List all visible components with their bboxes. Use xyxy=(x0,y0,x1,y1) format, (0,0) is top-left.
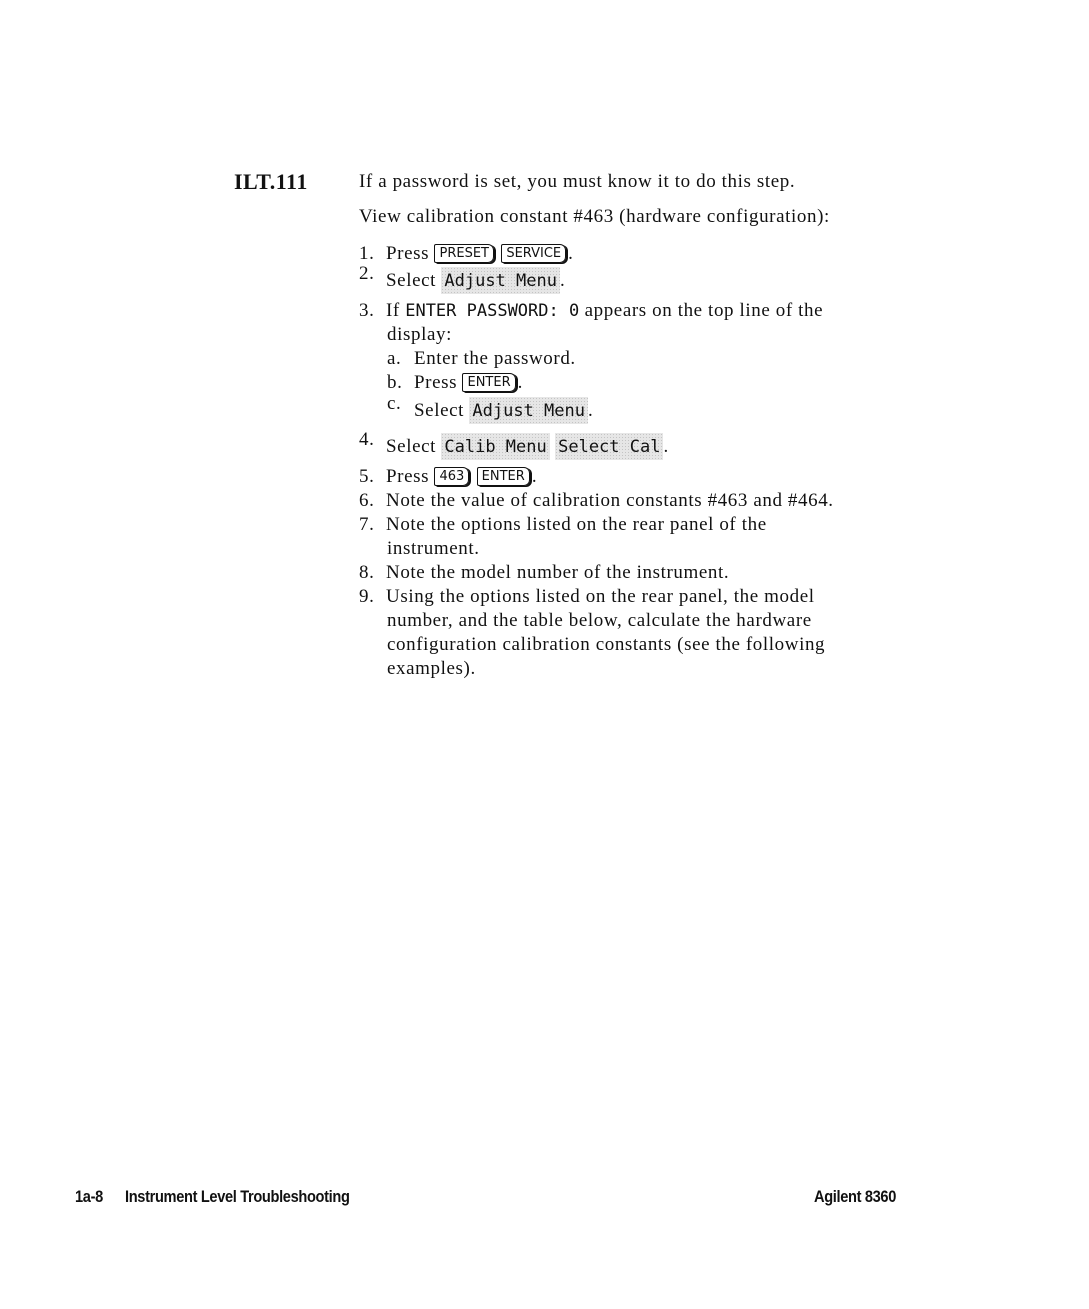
step-number: 3. xyxy=(359,300,375,321)
step-text: Note the model number of the instrument. xyxy=(386,562,730,583)
step-end: . xyxy=(531,466,538,487)
password-prompt: ENTER PASSWORD: 0 xyxy=(405,301,580,321)
digit-entry-key[interactable]: 463 xyxy=(434,467,469,486)
step-id: ILT.111 xyxy=(234,169,308,194)
intro-text: If a password is set, you must know it to do this step. xyxy=(359,171,796,192)
step-number: 6. xyxy=(359,490,375,511)
footer-page-number: 1a-8 xyxy=(75,1187,103,1206)
step-number: 4. xyxy=(359,429,375,450)
substep-letter: b. xyxy=(387,372,403,393)
step-text: Select xyxy=(386,270,437,291)
step-text: Note the options listed on the rear panel of the xyxy=(386,514,767,535)
step-end: . xyxy=(568,243,574,264)
step-9 xyxy=(359,586,815,608)
substep-end: . xyxy=(517,372,523,393)
step-number: 1. xyxy=(359,243,375,264)
substep-text: Select xyxy=(414,400,465,421)
step-text: Using the options listed on the rear panel, the model xyxy=(386,586,815,607)
step-9-continued-3: examples). xyxy=(387,658,476,679)
step-1 xyxy=(359,243,574,265)
step-text: Select xyxy=(386,436,437,457)
step-3 xyxy=(359,300,823,322)
calib-menu-softkey[interactable]: Calib Menu xyxy=(441,433,549,460)
adjust-menu-softkey[interactable]: Adjust Menu xyxy=(469,397,588,424)
step-number: 8. xyxy=(359,562,375,583)
select-cal-softkey[interactable]: Select Cal xyxy=(555,433,663,460)
footer-product-name: Agilent 8360 xyxy=(814,1187,897,1206)
step-3-continued: display: xyxy=(387,324,452,345)
enter-key[interactable]: ENTER xyxy=(477,467,530,486)
step-3a xyxy=(387,348,576,370)
step-5 xyxy=(359,466,537,488)
step-4 xyxy=(359,429,669,460)
step-end: . xyxy=(559,270,566,291)
step-9-continued-2: configuration calibration constants (see the following xyxy=(387,634,826,655)
step-7-continued: instrument. xyxy=(387,538,480,559)
step-2 xyxy=(359,263,566,294)
step-6 xyxy=(359,490,834,512)
step-text: Press xyxy=(386,466,430,487)
step-number: 5. xyxy=(359,466,375,487)
adjust-menu-softkey[interactable]: Adjust Menu xyxy=(441,267,560,294)
enter-key[interactable]: ENTER xyxy=(462,373,515,392)
service-key[interactable]: SERVICE xyxy=(501,244,566,263)
substep-text: Press xyxy=(414,372,458,393)
step-text: Note the value of calibration constants #463 and #464. xyxy=(386,490,834,511)
step-text: If xyxy=(386,300,400,321)
step-text-continued: appears on the top line of the xyxy=(584,300,824,321)
step-number: 7. xyxy=(359,514,375,535)
step-number: 9. xyxy=(359,586,375,607)
step-7 xyxy=(359,514,767,536)
substep-end: . xyxy=(587,400,594,421)
step-text: Press xyxy=(386,243,430,264)
substep-letter: c. xyxy=(387,393,402,414)
step-9-continued-1: number, and the table below, calculate the hardware xyxy=(387,610,812,631)
step-end: . xyxy=(663,436,669,457)
step-3b xyxy=(387,372,523,394)
substep-letter: a. xyxy=(387,348,402,369)
footer-section-title: Instrument Level Troubleshooting xyxy=(125,1187,350,1206)
substep-text: Enter the password. xyxy=(414,348,576,369)
step-3c xyxy=(387,393,594,424)
step-number: 2. xyxy=(359,263,375,284)
step-8 xyxy=(359,562,729,584)
preset-key[interactable]: PRESET xyxy=(434,244,494,263)
view-line: View calibration constant #463 (hardware configuration): xyxy=(359,206,830,227)
